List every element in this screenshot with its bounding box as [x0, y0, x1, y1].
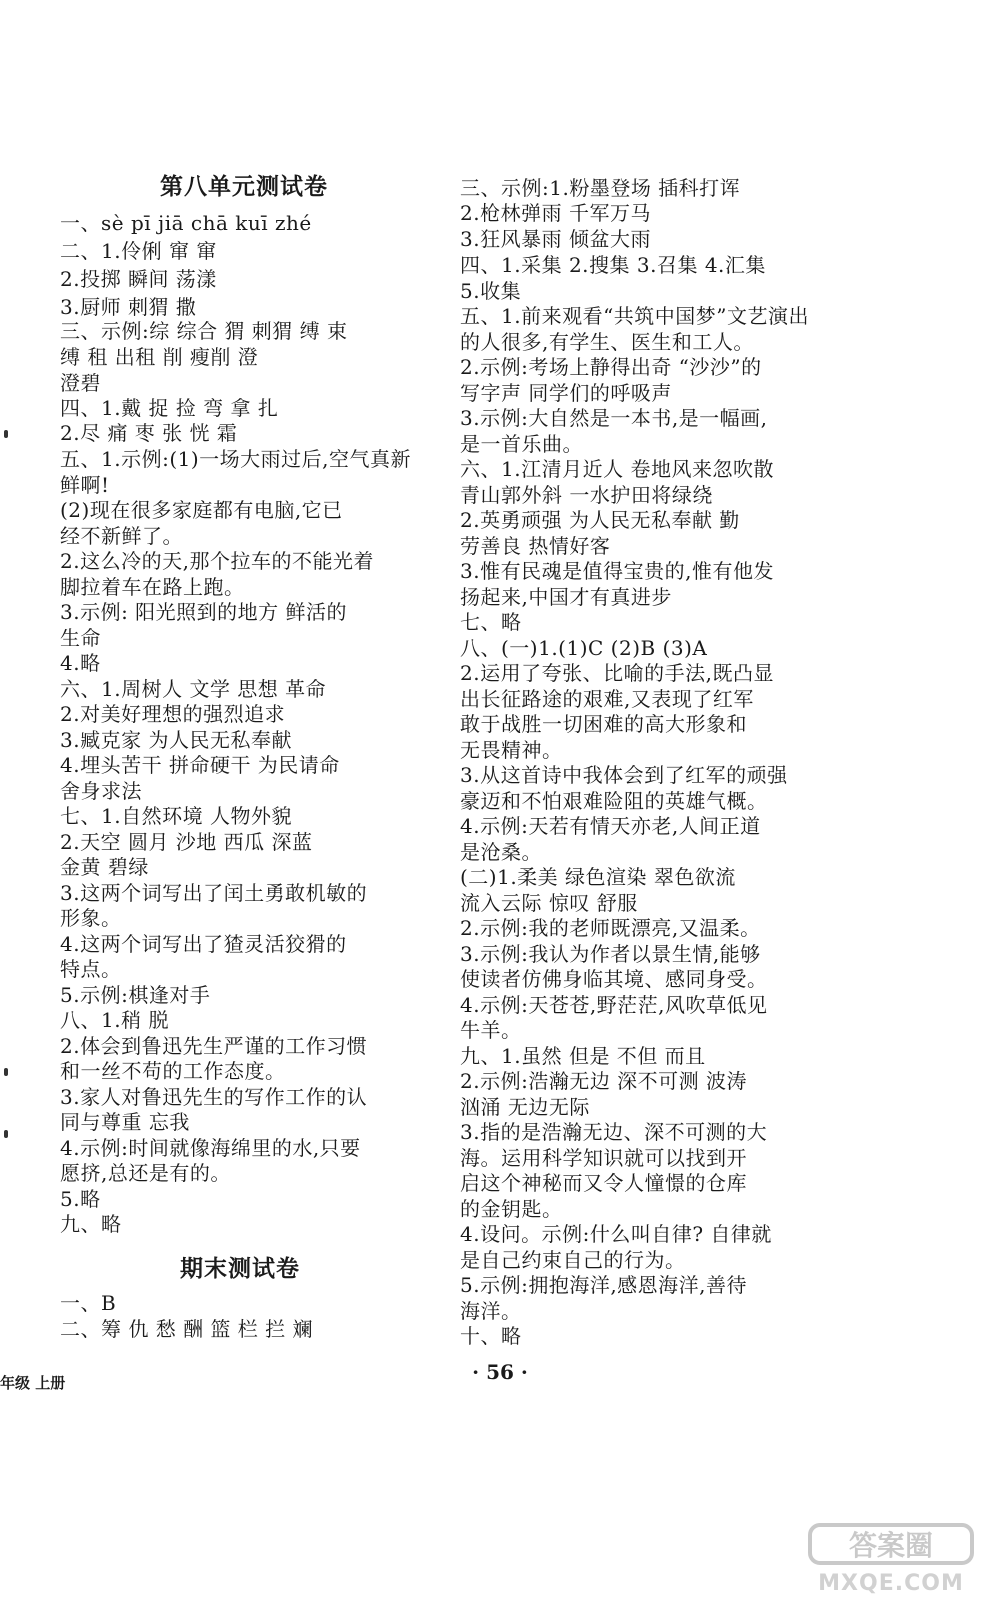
answer-line: 一、sè pī jiā chā kuī zhé: [60, 211, 312, 235]
answer-line: (2)现在很多家庭都有电脑,它已: [60, 498, 343, 522]
answer-line: 澄碧: [60, 371, 101, 395]
answer-line: 写字声 同学们的呼吸声: [460, 381, 672, 405]
answer-line: 愿挤,总还是有的。: [60, 1161, 231, 1185]
answer-line: 的金钥匙。: [460, 1197, 563, 1221]
watermark-logo-text: 答案圈: [848, 1529, 934, 1562]
answer-line: 特点。: [60, 957, 122, 981]
answer-line: 5.收集: [460, 279, 522, 303]
answer-line: 4.设问。示例:什么叫自律? 自律就: [460, 1222, 772, 1246]
answer-line: 4.示例:天若有情天亦老,人间正道: [460, 814, 761, 838]
answer-line: 同与尊重 忘我: [60, 1110, 190, 1134]
answer-line: 六、1.周树人 文学 思想 革命: [60, 677, 327, 701]
answer-line: 启这个神秘而又令人憧憬的仓库: [460, 1171, 747, 1195]
answer-line: 是沧桑。: [460, 840, 542, 864]
answer-line: 出长征路途的艰难,又表现了红军: [460, 687, 754, 711]
answer-line: 和一丝不苟的工作态度。: [60, 1059, 286, 1083]
answer-line: 十、略: [460, 1324, 522, 1348]
scan-mark: [4, 1130, 8, 1138]
answer-line: 牛羊。: [460, 1018, 522, 1042]
answer-line: 3.示例:我认为作者以景生情,能够: [460, 942, 761, 966]
answer-line: 形象。: [60, 906, 122, 930]
answer-line: 生命: [60, 626, 101, 650]
answer-line: 是自己约束自己的行为。: [460, 1248, 686, 1272]
answer-line: 2.示例:考场上静得出奇 “沙沙”的: [460, 355, 762, 379]
answer-line: 2.尽 痛 枣 张 恍 霜: [60, 421, 238, 445]
answer-line: 六、1.江清月近人 卷地风来忽吹散: [460, 457, 774, 481]
answer-line: 2.运用了夸张、比喻的手法,既凸显: [460, 661, 774, 685]
answer-line: 九、1.虽然 但是 不但 而且: [460, 1044, 706, 1068]
unit-8-title: 第八单元测试卷: [160, 174, 328, 200]
answer-line: 经不新鲜了。: [60, 524, 183, 548]
answer-line: 2.对美好理想的强烈追求: [60, 702, 286, 726]
answer-line: 5.示例:拥抱海洋,感恩海洋,善待: [460, 1273, 748, 1297]
answer-line: 海洋。: [460, 1299, 522, 1323]
answer-line: 流入云际 惊叹 舒服: [460, 891, 638, 915]
answer-line: 5.略: [60, 1187, 101, 1211]
answer-line: 4.示例:时间就像海绵里的水,只要: [60, 1136, 361, 1160]
answer-line: 2.投掷 瞬间 荡漾: [60, 267, 217, 291]
answer-line: 舍身求法: [60, 779, 142, 803]
answer-line: 鲜啊!: [60, 473, 110, 497]
scan-mark: [4, 430, 8, 438]
answer-line: 三、示例:综 综合 猬 刺猬 缚 束: [60, 319, 348, 343]
answer-line: 4.埋头苦干 拼命硬干 为民请命: [60, 753, 340, 777]
answer-line: 五、1.前来观看“共筑中国梦”文艺演出: [460, 304, 810, 328]
answer-line: 八、1.稍 脱: [60, 1008, 169, 1032]
answer-line: 3.厨师 刺猬 撒: [60, 295, 197, 319]
answer-line: 是一首乐曲。: [460, 432, 583, 456]
answer-line: 3.惟有民魂是值得宝贵的,惟有他发: [460, 559, 774, 583]
answer-line: 2.示例:浩瀚无边 深不可测 波涛: [460, 1069, 748, 1093]
page-number: · 56 ·: [472, 1360, 528, 1384]
answer-line: 八、(一)1.(1)C (2)B (3)A: [460, 636, 708, 660]
answer-line: 无畏精神。: [460, 738, 563, 762]
answer-line: 2.英勇顽强 为人民无私奉献 勤: [460, 508, 740, 532]
watermark-logo-icon: [806, 1521, 976, 1567]
answer-line: 三、示例:1.粉墨登场 插科打诨: [460, 176, 741, 200]
answer-line: 2.天空 圆月 沙地 西瓜 深蓝: [60, 830, 313, 854]
answer-line: 5.示例:棋逢对手: [60, 983, 211, 1007]
answer-line: 2.示例:我的老师既漂亮,又温柔。: [460, 916, 761, 940]
answer-line: 豪迈和不怕艰难险阻的英雄气概。: [460, 789, 768, 813]
scan-mark: [4, 1068, 8, 1076]
answer-line: 劳善良 热情好客: [460, 534, 611, 558]
watermark: [806, 1521, 976, 1596]
answer-line: 使读者仿佛身临其境、感同身受。: [460, 967, 768, 991]
answer-line: 2.枪林弹雨 千军万马: [460, 201, 651, 225]
answer-line: 金黄 碧绿: [60, 855, 149, 879]
answer-line: 四、1.戴 捉 捡 弯 拿 扎: [60, 396, 279, 420]
answer-line: 4.示例:天苍苍,野茫茫,风吹草低见: [460, 993, 768, 1017]
answer-line: 扬起来,中国才有真进步: [460, 585, 672, 609]
answer-line: 二、1.伶俐 窜 窜: [60, 239, 217, 263]
answer-line: 3.这两个词写出了闰土勇敢机敏的: [60, 881, 368, 905]
answer-line: 一、B: [60, 1291, 117, 1315]
answer-line: 脚拉着车在路上跑。: [60, 575, 245, 599]
final-exam-title: 期末测试卷: [180, 1256, 300, 1282]
answer-line: 4.这两个词写出了猹灵活狡猾的: [60, 932, 347, 956]
answer-line: 3.示例:大自然是一本书,是一幅画,: [460, 406, 768, 430]
answer-line: 3.从这首诗中我体会到了红军的顽强: [460, 763, 788, 787]
watermark-site: MXQE.COM: [818, 1571, 964, 1596]
answer-line: 九、略: [60, 1212, 122, 1236]
answer-line: 4.略: [60, 651, 101, 675]
answer-line: 2.体会到鲁迅先生严谨的工作习惯: [60, 1034, 368, 1058]
answer-line: 3.臧克家 为人民无私奉献: [60, 728, 292, 752]
answer-line: 2.这么冷的天,那个拉车的不能光着: [60, 549, 374, 573]
answer-line: 敢于战胜一切困难的高大形象和: [460, 712, 747, 736]
answer-line: 四、1.采集 2.搜集 3.召集 4.汇集: [460, 253, 766, 277]
answer-line: 的人很多,有学生、医生和工人。: [460, 330, 754, 354]
answer-line: 海。运用科学知识就可以找到开: [460, 1146, 747, 1170]
answer-line: 汹涌 无边无际: [460, 1095, 590, 1119]
answer-line: 3.家人对鲁迅先生的写作工作的认: [60, 1085, 368, 1109]
answer-line: 3.指的是浩瀚无边、深不可测的大: [460, 1120, 768, 1144]
answer-line: 3.狂风暴雨 倾盆大雨: [460, 227, 651, 251]
answer-line: 七、1.自然环境 人物外貌: [60, 804, 292, 828]
answer-line: 缚 租 出租 削 瘦削 澄: [60, 345, 259, 369]
answer-line: 七、略: [460, 610, 522, 634]
answer-line: 3.示例: 阳光照到的地方 鲜活的: [60, 600, 348, 624]
answer-line: (二)1.柔美 绿色渲染 翠色欲流: [460, 865, 736, 889]
answer-line: 二、筹 仇 愁 酬 篮 栏 拦 斓: [60, 1317, 314, 1341]
grade-label: 年级 上册: [0, 1374, 66, 1392]
answer-line: 五、1.示例:(1)一场大雨过后,空气真新: [60, 447, 412, 471]
answer-line: 青山郭外斜 一水护田将绿绕: [460, 483, 713, 507]
